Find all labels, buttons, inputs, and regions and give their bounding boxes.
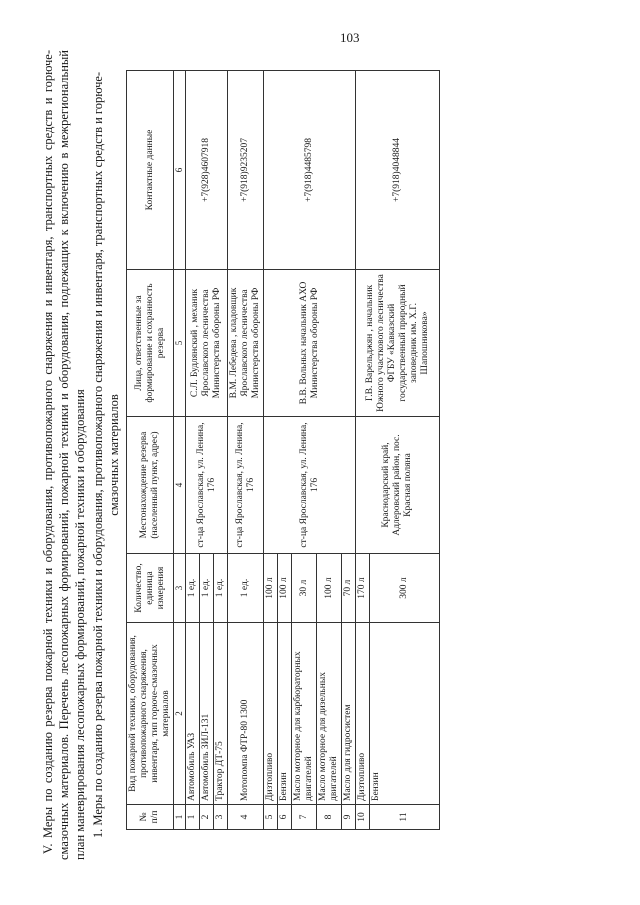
row-number: 2 <box>200 805 214 830</box>
row-quantity: 1 ед. <box>186 554 200 623</box>
reserve-table <box>126 70 440 830</box>
row-contact: +7(918)9235207 <box>228 71 264 270</box>
section-heading <box>40 50 122 860</box>
subsection-title: 1. Меры по созданию резерва пожарной техники и оборудования, противопожарного снаряжения и инвентаря, транспортных средств и горюче-смазочных материалов <box>91 71 121 839</box>
index-cell: 6 <box>174 71 186 270</box>
row-number: 8 <box>317 805 342 830</box>
row-quantity: 1 ед. <box>200 554 214 623</box>
row-location: Краснодарский край, Адлеровский район, пос. Красная поляна <box>356 417 440 554</box>
row-quantity: 100 л <box>278 554 292 623</box>
row-location: ст-ца Ярославская, ул. Ленина, 176 <box>186 417 228 554</box>
row-quantity: 100 л <box>264 554 278 623</box>
row-quantity: 70 л <box>342 554 356 623</box>
index-cell: 5 <box>174 270 186 417</box>
row-type: Автомобиль ЗИЛ-131 <box>200 623 214 805</box>
row-quantity: 1 ед. <box>228 554 264 623</box>
header-quantity: Количество, единица измерения <box>127 554 174 623</box>
row-quantity: 300 л <box>370 554 440 623</box>
row-number: 11 <box>370 805 440 830</box>
table-row <box>356 71 370 830</box>
row-responsible: В.М. Лебедева , кладовщик Ярославского лесничества Министерства обороны РФ <box>228 270 264 417</box>
page-number: 103 <box>340 30 360 45</box>
header-number: № п/п <box>127 805 174 830</box>
row-contact: +7(918)4048844 <box>356 71 440 270</box>
header-contact: Контактные данные <box>127 71 174 270</box>
row-type: Трактор ДТ-75 <box>214 623 228 805</box>
header-location: Местонахождение резерва (населенный пункт, адрес) <box>127 417 174 554</box>
row-number: 7 <box>292 805 317 830</box>
row-type: Мотопомпа ФТР-80 1300 <box>228 623 264 805</box>
row-type: Бензин <box>278 623 292 805</box>
row-contact: +7(918)4485798 <box>264 71 356 270</box>
table-row <box>264 71 278 830</box>
row-quantity: 100 л <box>317 554 342 623</box>
table-index-row <box>174 71 186 830</box>
row-quantity: 170 л <box>356 554 370 623</box>
row-type: Дизтопливо <box>356 623 370 805</box>
row-quantity: 30 л <box>292 554 317 623</box>
row-number: 6 <box>278 805 292 830</box>
row-responsible: В.В. Вольных начальник АХО Министерства обороны РФ <box>264 270 356 417</box>
index-cell: 4 <box>174 417 186 554</box>
table-row <box>186 71 200 830</box>
index-cell: 3 <box>174 554 186 623</box>
header-responsible: Лица, ответственные за формирование и сохранность резерва <box>127 270 174 417</box>
row-number: 10 <box>356 805 370 830</box>
row-number: 1 <box>186 805 200 830</box>
row-responsible: С.Л. Будлянский , механик Ярославского лесничества Министерства обороны РФ <box>186 270 228 417</box>
row-type: Бензин <box>370 623 440 805</box>
row-contact: +7(928)4607918 <box>186 71 228 270</box>
row-number: 9 <box>342 805 356 830</box>
table-row <box>228 71 264 830</box>
row-number: 3 <box>214 805 228 830</box>
row-number: 4 <box>228 805 264 830</box>
row-type: Автомобиль УАЗ <box>186 623 200 805</box>
row-location: ст-ца Ярославская, ул. Ленина, 176 <box>228 417 264 554</box>
rotated-content <box>40 50 600 860</box>
row-responsible: Г.В. Варельджян , начальник Южного участкового лесничества ФГБУ «Кавказский государственный природный заповедник им. Х.Г. Шапошникова» <box>356 270 440 417</box>
row-quantity: 1 ед. <box>214 554 228 623</box>
table-header-row <box>127 71 174 830</box>
row-type: Масло моторное для карбюраторных двигателей <box>292 623 317 805</box>
section-title: V. Меры по созданию резерва пожарной техники и оборудования, противопожарного снаряжения и инвентаря, транспортных средств и горюче-смазочных материалов. Перечень лесопожарных формирований, пожарной техники и оборудования, подлежащих к включению в межрегиональный план маневрирования лесопожарных формирований, пожарной техники и оборудования <box>41 50 87 860</box>
index-cell: 2 <box>174 623 186 805</box>
header-type: Вид пожарной техники, оборудования, противопожарного снаряжения, инвентаря, тип горюче-смазочных материалов <box>127 623 174 805</box>
row-number: 5 <box>264 805 278 830</box>
row-type: Дизтопливо <box>264 623 278 805</box>
row-type: Масло моторное для дизельных двигателей <box>317 623 342 805</box>
row-location: ст-ца Ярославская, ул. Ленина, 176 <box>264 417 356 554</box>
index-cell: 1 <box>174 805 186 830</box>
row-type: Масло для гидросистем <box>342 623 356 805</box>
